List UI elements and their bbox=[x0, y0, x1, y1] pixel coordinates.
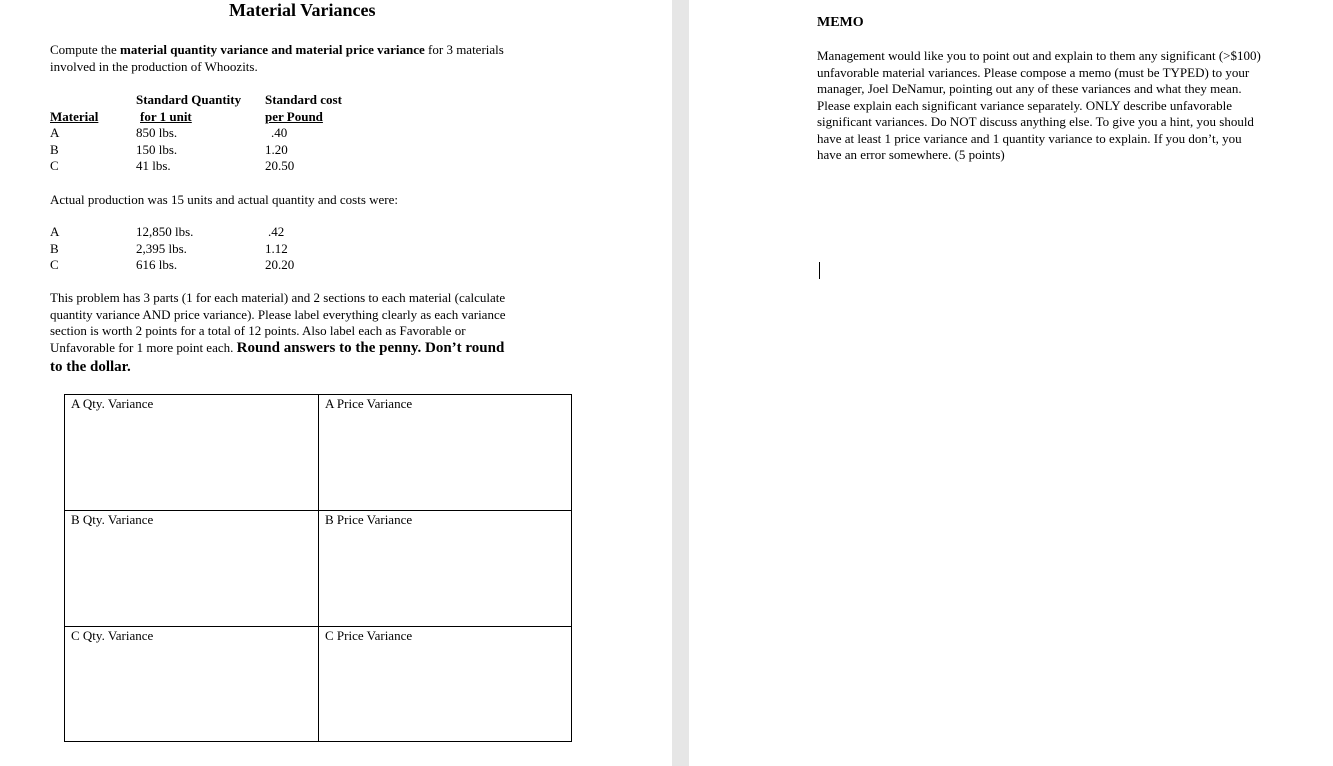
std-row-b-qty: 150 lbs. bbox=[136, 142, 178, 157]
text-cursor bbox=[819, 262, 820, 279]
page-gutter bbox=[672, 0, 689, 766]
act-row-a-qty: 12,850 lbs. bbox=[136, 224, 194, 239]
std-row-c-qty: 41 lbs. bbox=[136, 158, 171, 173]
c-price-variance-cell[interactable] bbox=[319, 627, 571, 741]
instructions-line-4-bold: Round answers to the penny. Don’t round bbox=[236, 340, 505, 356]
memo-line-4: Please explain each significant variance separately. ONLY describe unfavorable bbox=[817, 98, 1232, 113]
intro-line-1 bbox=[50, 42, 504, 58]
instructions-line-1: This problem has 3 parts (1 for each material) and 2 sections to each material (calculate bbox=[50, 290, 506, 305]
memo-line-6: have at least 1 price variance and 1 quantity variance to explain. If you don’t, you bbox=[817, 131, 1242, 146]
std-row-c-cost: 20.50 bbox=[265, 158, 295, 173]
b-price-variance-label: B Price Variance bbox=[325, 512, 413, 527]
memo-heading: MEMO bbox=[817, 15, 864, 30]
instructions-line-5: to the dollar. bbox=[50, 359, 131, 375]
act-row-a-material: A bbox=[50, 224, 60, 239]
header-std-cost-2: per Pound bbox=[265, 109, 323, 124]
act-row-a-cost: .42 bbox=[268, 224, 285, 239]
instructions-line-3: section is worth 2 points for a total of 12 points. Also label each as Favorable or bbox=[50, 323, 466, 338]
std-row-a-cost: .40 bbox=[271, 125, 288, 140]
header-std-qty-1: Standard Quantity bbox=[136, 92, 242, 107]
intro-bold: material quantity variance and material price variance bbox=[120, 42, 425, 57]
c-qty-variance-label: C Qty. Variance bbox=[71, 628, 154, 643]
instructions-line-4 bbox=[50, 340, 504, 356]
act-row-b-material: B bbox=[50, 241, 59, 256]
page-title: Material Variances bbox=[229, 0, 376, 20]
header-std-qty-2: for 1 unit bbox=[140, 109, 192, 124]
b-qty-variance-label: B Qty. Variance bbox=[71, 512, 154, 527]
intro-prefix: Compute the bbox=[50, 42, 121, 57]
a-qty-variance-label: A Qty. Variance bbox=[71, 396, 154, 411]
a-price-variance-cell[interactable] bbox=[319, 395, 571, 511]
b-qty-variance-cell[interactable] bbox=[65, 511, 319, 627]
a-price-variance-label: A Price Variance bbox=[325, 396, 413, 411]
memo-line-2: unfavorable material variances. Please compose a memo (must be TYPED) to your bbox=[817, 65, 1250, 80]
std-row-b-cost: 1.20 bbox=[265, 142, 288, 157]
answer-grid bbox=[64, 394, 572, 742]
std-row-a-qty: 850 lbs. bbox=[136, 125, 178, 140]
instructions-line-4-normal: Unfavorable for 1 more point each. bbox=[50, 340, 237, 355]
c-price-variance-label: C Price Variance bbox=[325, 628, 413, 643]
std-row-a-material: A bbox=[50, 125, 60, 140]
memo-line-1: Management would like you to point out and explain to them any significant (>$100) bbox=[817, 48, 1261, 63]
act-row-c-material: C bbox=[50, 257, 59, 272]
document-page-right[interactable] bbox=[689, 0, 1333, 766]
std-row-b-material: B bbox=[50, 142, 59, 157]
memo-line-5: significant variances. Do NOT discuss anything else. To give you a hint, you should bbox=[817, 114, 1254, 129]
header-material: Material bbox=[50, 109, 99, 124]
actual-intro: Actual production was 15 units and actual quantity and costs were: bbox=[50, 192, 399, 207]
std-row-c-material: C bbox=[50, 158, 59, 173]
memo-line-7: have an error somewhere. (5 points) bbox=[817, 147, 1005, 162]
act-row-c-cost: 20.20 bbox=[265, 257, 295, 272]
c-qty-variance-cell[interactable] bbox=[65, 627, 319, 741]
act-row-c-qty: 616 lbs. bbox=[136, 257, 178, 272]
intro-line-2: involved in the production of Whoozits. bbox=[50, 59, 258, 74]
act-row-b-cost: 1.12 bbox=[265, 241, 288, 256]
intro-suffix: for 3 materials bbox=[424, 42, 504, 57]
act-row-b-qty: 2,395 lbs. bbox=[136, 241, 187, 256]
memo-line-3: manager, Joel DeNamur, pointing out any of these variances and what they mean. bbox=[817, 81, 1242, 96]
b-price-variance-cell[interactable] bbox=[319, 511, 571, 627]
instructions-line-2: quantity variance AND price variance). Please label everything clearly as each variance bbox=[50, 307, 506, 322]
header-std-cost-1: Standard cost bbox=[265, 92, 342, 107]
a-qty-variance-cell[interactable] bbox=[65, 395, 319, 511]
